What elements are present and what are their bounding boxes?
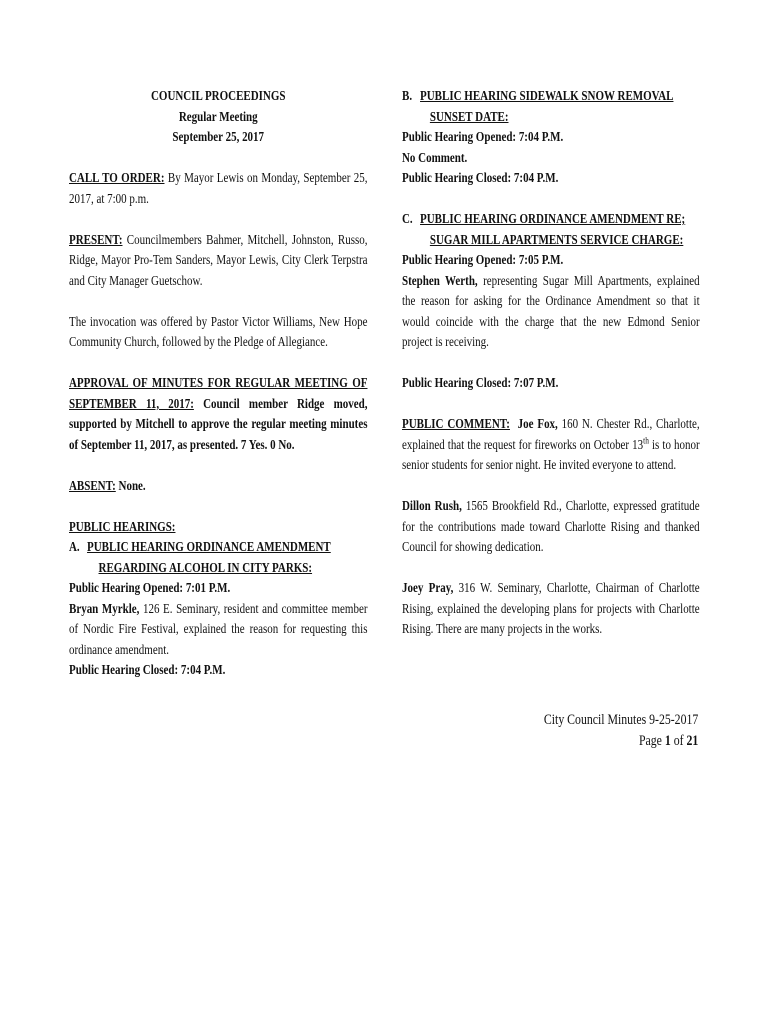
- meeting-type: Regular Meeting: [178, 108, 258, 124]
- comment3-name: Joey Pray,: [402, 580, 454, 595]
- comment1-name: Joe Fox,: [517, 416, 558, 431]
- hearing-b-closed: Public Hearing Closed: 7:04 P.M.: [402, 170, 559, 185]
- hearing-c-speaker-paragraph: [402, 271, 700, 353]
- hearing-a-speaker-name: Bryan Myrkle,: [69, 600, 140, 616]
- hearing-a-letter: A.: [69, 539, 80, 554]
- hearing-c-title-line2: SUGAR MILL APARTMENTS SERVICE CHARGE:: [429, 231, 684, 247]
- hearing-c-opened: Public Hearing Opened: 7:05 P.M.: [402, 252, 564, 267]
- left-column: [69, 86, 367, 681]
- hearing-c-closed: Public Hearing Closed: 7:07 P.M.: [402, 375, 559, 390]
- hearing-a-heading: [69, 537, 367, 558]
- hearing-c-title-line1: PUBLIC HEARING ORDINANCE AMENDMENT RE;: [420, 211, 686, 226]
- footer-page-number: [544, 731, 698, 752]
- hearing-b-opened: Public Hearing Opened: 7:04 P.M.: [402, 129, 564, 144]
- comment2-name: Dillon Rush,: [402, 498, 462, 513]
- absent-paragraph: [69, 476, 367, 497]
- comment3-paragraph: [402, 578, 700, 640]
- comment3-text: 316 W. Seminary, Charlotte, Chairman of Charlotte Rising, explained the developing plans for projects with Charlotte Rising. There are many projects in the works.: [402, 580, 700, 636]
- footer-minutes-label: City Council Minutes 9-25-2017: [543, 712, 698, 728]
- meeting-date: September 25, 2017: [172, 129, 265, 144]
- public-comment-label: PUBLIC COMMENT:: [402, 416, 510, 431]
- hearing-c-heading: [402, 209, 700, 230]
- public-hearings-heading: PUBLIC HEARINGS:: [69, 518, 176, 534]
- comment2-paragraph: [402, 496, 700, 558]
- document-title: COUNCIL PROCEEDINGS: [150, 88, 286, 103]
- approval-text: Council member Ridge moved, supported by Mitchell to approve the regular meeting minutes of September 11, 2017, as presented. 7 Yes. 0 No.: [69, 395, 368, 452]
- hearing-c-speaker-name: Stephen Werth,: [402, 272, 478, 288]
- comment1-text-b: is to honor senior students for senior night. He invited everyone to attend.: [402, 436, 700, 472]
- approval-paragraph: [69, 373, 367, 455]
- call-to-order-paragraph: [69, 168, 367, 209]
- footer-page-total: 21: [686, 733, 698, 749]
- absent-text: None.: [115, 477, 146, 493]
- hearing-a-closed: Public Hearing Closed: 7:04 P.M.: [69, 662, 226, 677]
- call-to-order-text: By Mayor Lewis on Monday, September 25, 2017, at 7:00 p.m.: [69, 170, 368, 206]
- hearing-c-letter: C.: [402, 211, 413, 226]
- hearing-a-title-line1: PUBLIC HEARING ORDINANCE AMENDMENT: [87, 539, 331, 554]
- footer-page-current: 1: [664, 733, 671, 749]
- present-label: PRESENT:: [69, 231, 123, 247]
- comment1-text-a: 160 N. Chester Rd., Charlotte, explained that the request for fireworks on October 13: [402, 416, 700, 452]
- call-to-order-label: CALL TO ORDER:: [69, 170, 165, 185]
- hearing-a-speaker-paragraph: [69, 599, 367, 661]
- hearing-b-title-line2: SUNSET DATE:: [429, 108, 509, 124]
- hearing-b-heading: [402, 86, 700, 107]
- comment2-text: 1565 Brookfield Rd., Charlotte, expressed gratitude for the contributions made toward Charlotte Rising and thanked Council for showing dedication.: [402, 498, 700, 554]
- comment1-superscript: th: [643, 435, 649, 446]
- hearing-a-title-line2: REGARDING ALCOHOL IN CITY PARKS:: [98, 559, 313, 575]
- invocation-paragraph: The invocation was offered by Pastor Victor Williams, New Hope Community Church, followed by the Pledge of Allegiance.: [69, 313, 368, 349]
- absent-label: ABSENT:: [69, 477, 116, 493]
- approval-label: APPROVAL OF MINUTES FOR REGULAR MEETING OF SEPTEMBER 11, 2017:: [69, 375, 368, 411]
- right-column: [402, 86, 700, 640]
- hearing-b-comment: No Comment.: [402, 149, 468, 165]
- present-paragraph: [69, 230, 367, 292]
- hearing-b-title-line1: PUBLIC HEARING SIDEWALK SNOW REMOVAL: [420, 88, 674, 103]
- footer-page-word: Page: [638, 733, 665, 749]
- hearing-a-speaker-text: 126 E. Seminary, resident and committee member of Nordic Fire Festival, explained the reason for requesting this ordinance amendment.: [69, 600, 368, 657]
- public-comment-paragraph: [402, 414, 700, 476]
- present-text: Councilmembers Bahmer, Mitchell, Johnston, Russo, Ridge, Mayor Pro-Tem Sanders, Mayor Lewis, City Clerk Terpstra and City Manager Guetschow.: [69, 231, 368, 288]
- page-footer: [544, 710, 698, 752]
- hearing-c-speaker-text: representing Sugar Mill Apartments, explained the reason for asking for the Ordinance Amendment so that it would coincide with the charge that the new Edmond Senior project is receiving.: [402, 272, 700, 349]
- hearing-b-letter: B.: [402, 88, 413, 103]
- footer-page-of: of: [670, 733, 687, 749]
- hearing-a-opened: Public Hearing Opened: 7:01 P.M.: [69, 580, 231, 595]
